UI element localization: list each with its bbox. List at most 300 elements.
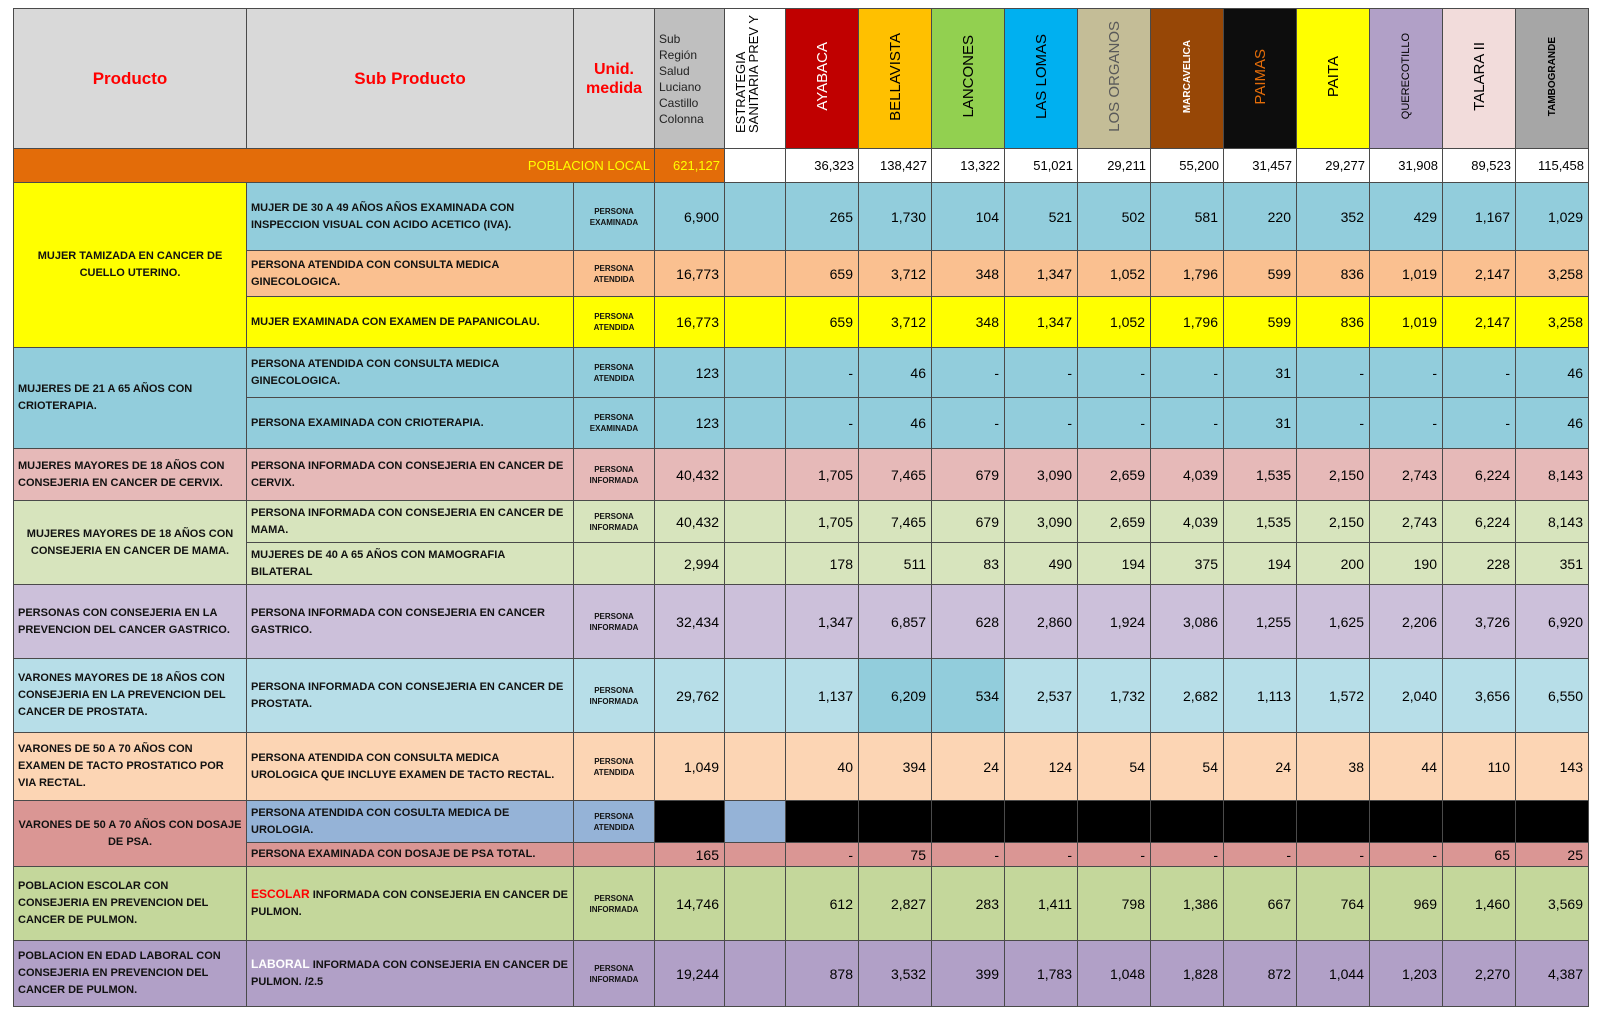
header-sub-producto: Sub Producto (247, 9, 574, 149)
unit-cell: PERSONA ATENDIDA (574, 251, 655, 297)
estrategia-cell (725, 501, 786, 543)
sub-region-line: Castillo (659, 95, 699, 110)
table-row (14, 501, 1589, 543)
district-value: 1,783 (1005, 941, 1078, 1007)
district-value: 3,532 (859, 941, 932, 1007)
sub-producto-cell: PERSONA ATENDIDA CON COSULTA MEDICA DE UROLOGIA. (247, 801, 574, 843)
estrategia-cell (725, 251, 786, 297)
district-value (1151, 801, 1224, 843)
district-header (1297, 9, 1370, 149)
district-value: 124 (1005, 733, 1078, 801)
district-value: 429 (1370, 183, 1443, 251)
district-value: 969 (1370, 867, 1443, 941)
sub-producto-cell (247, 867, 574, 941)
table-row (14, 348, 1589, 398)
unit-cell (574, 543, 655, 585)
district-name: TAMBOGRANDE (1546, 36, 1558, 117)
unit-cell: PERSONA INFORMADA (574, 449, 655, 501)
district-value: 679 (932, 501, 1005, 543)
district-header (1224, 9, 1297, 149)
unit-cell: PERSONA INFORMADA (574, 941, 655, 1007)
district-value: 38 (1297, 733, 1370, 801)
sub-producto-text: INFORMADA CON CONSEJERIA EN CANCER DE PULMON. (251, 889, 568, 918)
district-value (859, 801, 932, 843)
district-value (1224, 801, 1297, 843)
estrategia-cell (725, 585, 786, 659)
district-value: 1,019 (1370, 297, 1443, 348)
district-header (859, 9, 932, 149)
district-value: 283 (932, 867, 1005, 941)
estrategia-cell (725, 543, 786, 585)
district-value: - (1297, 843, 1370, 867)
district-value: 143 (1516, 733, 1589, 801)
unit-cell: PERSONA ATENDIDA (574, 733, 655, 801)
district-value: 220 (1224, 183, 1297, 251)
district-value: 228 (1443, 543, 1516, 585)
table-row (14, 398, 1589, 449)
header-producto: Producto (14, 9, 247, 149)
district-value: 2,147 (1443, 297, 1516, 348)
estrategia-cell (725, 348, 786, 398)
district-value: 1,029 (1516, 183, 1589, 251)
district-value: 2,659 (1078, 501, 1151, 543)
district-value: 194 (1078, 543, 1151, 585)
sub-producto-keyword: ESCOLAR (251, 887, 310, 901)
sub-region-line: Salud (659, 63, 690, 78)
header-unid-medida: Unid. medida (574, 9, 655, 149)
district-name: LANCONES (959, 35, 977, 118)
district-value: 511 (859, 543, 932, 585)
sub-producto-cell: PERSONA INFORMADA CON CONSEJERIA EN CANCER DE PROSTATA. (247, 659, 574, 733)
unit-cell: PERSONA ATENDIDA (574, 348, 655, 398)
table-row (14, 585, 1589, 659)
district-value: 1,460 (1443, 867, 1516, 941)
district-name: LOS ORGANOS (1105, 21, 1123, 132)
poblacion-value: 13,322 (932, 149, 1005, 183)
district-value: 1,019 (1370, 251, 1443, 297)
district-value: - (932, 398, 1005, 449)
district-value: 2,150 (1297, 501, 1370, 543)
unit-cell: PERSONA EXAMINADA (574, 398, 655, 449)
district-name: QUERECOTILLO (1400, 33, 1412, 120)
district-value: 1,705 (786, 501, 859, 543)
table-row (14, 659, 1589, 733)
producto-cell: VARONES MAYORES DE 18 AÑOS CON CONSEJERIA EN LA PREVENCION DEL CANCER DE PROSTATA. (14, 659, 247, 733)
district-value: 1,796 (1151, 297, 1224, 348)
district-value: 352 (1297, 183, 1370, 251)
district-value: 599 (1224, 251, 1297, 297)
district-value: 1,828 (1151, 941, 1224, 1007)
district-value: 599 (1224, 297, 1297, 348)
district-value: 1,255 (1224, 585, 1297, 659)
estrategia-cell (725, 867, 786, 941)
unit-cell: PERSONA INFORMADA (574, 501, 655, 543)
sub-region-line: Sub (659, 31, 681, 46)
header-row (14, 9, 1589, 149)
unit-cell (574, 843, 655, 867)
district-value: - (1078, 348, 1151, 398)
district-value: 667 (1224, 867, 1297, 941)
district-name: PAITA (1324, 55, 1342, 98)
estrategia-cell (725, 733, 786, 801)
district-value: 878 (786, 941, 859, 1007)
district-value: - (932, 843, 1005, 867)
poblacion-label: POBLACION LOCAL (14, 149, 655, 183)
district-value: - (1443, 348, 1516, 398)
district-value: - (1078, 843, 1151, 867)
sub-producto-cell (247, 941, 574, 1007)
district-value: - (1151, 843, 1224, 867)
sub-producto-cell: PERSONA INFORMADA CON CONSEJERIA EN CANCER GASTRICO. (247, 585, 574, 659)
district-value: 75 (859, 843, 932, 867)
district-value: 534 (932, 659, 1005, 733)
district-header (1151, 9, 1224, 149)
district-value: 2,040 (1370, 659, 1443, 733)
district-value: 4,039 (1151, 449, 1224, 501)
district-value: - (786, 348, 859, 398)
district-value: 8,143 (1516, 449, 1589, 501)
district-value: - (1297, 398, 1370, 449)
table-row (14, 867, 1589, 941)
district-value: 872 (1224, 941, 1297, 1007)
district-value: 54 (1151, 733, 1224, 801)
district-value: 1,044 (1297, 941, 1370, 1007)
district-value: 54 (1078, 733, 1151, 801)
district-value: 2,537 (1005, 659, 1078, 733)
district-value: 25 (1516, 843, 1589, 867)
district-value: - (1297, 348, 1370, 398)
district-value: 351 (1516, 543, 1589, 585)
producto-cell: VARONES DE 50 A 70 AÑOS CON EXAMEN DE TACTO PROSTATICO POR VIA RECTAL. (14, 733, 247, 801)
district-value: 2,147 (1443, 251, 1516, 297)
district-value (1297, 801, 1370, 843)
sub-region-total: 16,773 (655, 297, 725, 348)
table-row (14, 183, 1589, 251)
producto-cell: POBLACION EN EDAD LABORAL CON CONSEJERIA EN PREVENCION DEL CANCER DE PULMON. (14, 941, 247, 1007)
sub-region-line: Región (659, 47, 698, 62)
sub-producto-keyword: LABORAL (251, 957, 310, 971)
district-value: 1,386 (1151, 867, 1224, 941)
district-value: 3,258 (1516, 297, 1589, 348)
poblacion-row (14, 149, 1589, 183)
producto-cell: MUJERES DE 21 A 65 AÑOS CON CRIOTERAPIA. (14, 348, 247, 449)
district-value: 194 (1224, 543, 1297, 585)
district-value: 2,743 (1370, 449, 1443, 501)
sub-region-total: 123 (655, 348, 725, 398)
district-value: 4,387 (1516, 941, 1589, 1007)
producto-cell: MUJER TAMIZADA EN CANCER DE CUELLO UTERINO. (14, 183, 247, 348)
district-value: 6,209 (859, 659, 932, 733)
district-value: 200 (1297, 543, 1370, 585)
sub-region-line: Luciano (659, 79, 702, 94)
sub-region-total: 2,994 (655, 543, 725, 585)
district-value: - (1151, 348, 1224, 398)
district-value: 581 (1151, 183, 1224, 251)
sub-producto-cell: PERSONA EXAMINADA CON DOSAJE DE PSA TOTAL. (247, 843, 574, 867)
producto-cell: MUJERES MAYORES DE 18 AÑOS CON CONSEJERIA EN CANCER DE CERVIX. (14, 449, 247, 501)
sub-region-total: 165 (655, 843, 725, 867)
district-value (1516, 801, 1589, 843)
district-value: 490 (1005, 543, 1078, 585)
district-header (1443, 9, 1516, 149)
district-value: 3,086 (1151, 585, 1224, 659)
district-value: 3,712 (859, 297, 932, 348)
sub-region-total (655, 801, 725, 843)
district-value: 612 (786, 867, 859, 941)
sub-region-total: 123 (655, 398, 725, 449)
poblacion-value: 51,021 (1005, 149, 1078, 183)
poblacion-value: 89,523 (1443, 149, 1516, 183)
sub-producto-cell: PERSONA EXAMINADA CON CRIOTERAPIA. (247, 398, 574, 449)
unit-cell: PERSONA ATENDIDA (574, 297, 655, 348)
poblacion-value: 31,908 (1370, 149, 1443, 183)
sub-region-total: 6,900 (655, 183, 725, 251)
sub-producto-cell: MUJER EXAMINADA CON EXAMEN DE PAPANICOLAU. (247, 297, 574, 348)
estrategia-cell (725, 449, 786, 501)
district-value: 3,569 (1516, 867, 1589, 941)
district-value: - (1370, 348, 1443, 398)
district-value: 4,039 (1151, 501, 1224, 543)
district-value (1005, 801, 1078, 843)
district-value: 1,411 (1005, 867, 1078, 941)
sub-region-total: 32,434 (655, 585, 725, 659)
estrategia-cell (725, 941, 786, 1007)
sub-region-line: Colonna (659, 111, 704, 126)
district-value (932, 801, 1005, 843)
estrategia-label: ESTRATEGIA SANITARIA PREV Y (733, 14, 761, 133)
district-value: 1,535 (1224, 449, 1297, 501)
district-value: - (1370, 843, 1443, 867)
sub-producto-cell: PERSONA INFORMADA CON CONSEJERIA EN CANCER DE CERVIX. (247, 449, 574, 501)
district-value: 2,682 (1151, 659, 1224, 733)
poblacion-value: 138,427 (859, 149, 932, 183)
poblacion-total: 621,127 (655, 149, 725, 183)
district-value: - (786, 843, 859, 867)
district-value: 502 (1078, 183, 1151, 251)
sub-region-total: 16,773 (655, 251, 725, 297)
district-value: - (1005, 348, 1078, 398)
district-value: 6,550 (1516, 659, 1589, 733)
table-row (14, 801, 1589, 843)
district-value: 1,203 (1370, 941, 1443, 1007)
district-value: 46 (859, 348, 932, 398)
sub-producto-text: INFORMADA CON CONSEJERIA EN CANCER DE PULMON. /2.5 (251, 959, 568, 988)
district-name: BELLAVISTA (886, 32, 904, 121)
district-value: 1,625 (1297, 585, 1370, 659)
district-value: 8,143 (1516, 501, 1589, 543)
district-value (786, 801, 859, 843)
district-value: 628 (932, 585, 1005, 659)
header-sub-region (655, 9, 725, 149)
district-value: 31 (1224, 348, 1297, 398)
district-value: 1,048 (1078, 941, 1151, 1007)
district-header (932, 9, 1005, 149)
district-value: 764 (1297, 867, 1370, 941)
district-name: AYABACA (813, 42, 831, 111)
district-value: 3,258 (1516, 251, 1589, 297)
sub-region-total: 40,432 (655, 449, 725, 501)
district-value: - (1005, 398, 1078, 449)
district-value: 836 (1297, 297, 1370, 348)
estrategia-cell (725, 659, 786, 733)
district-value: 2,659 (1078, 449, 1151, 501)
district-value: 190 (1370, 543, 1443, 585)
district-value: 1,347 (1005, 251, 1078, 297)
table-row (14, 843, 1589, 867)
district-value: 394 (859, 733, 932, 801)
district-value: 659 (786, 251, 859, 297)
district-value: 2,206 (1370, 585, 1443, 659)
district-value: - (786, 398, 859, 449)
district-value: 3,090 (1005, 501, 1078, 543)
header-estrategia (725, 9, 786, 149)
district-value: 399 (932, 941, 1005, 1007)
district-value: 1,732 (1078, 659, 1151, 733)
district-value: 2,827 (859, 867, 932, 941)
district-value (1078, 801, 1151, 843)
district-value: 1,347 (786, 585, 859, 659)
district-value: - (1224, 843, 1297, 867)
district-value: 1,924 (1078, 585, 1151, 659)
district-value: 44 (1370, 733, 1443, 801)
poblacion-value: 55,200 (1151, 149, 1224, 183)
district-value: 40 (786, 733, 859, 801)
sub-region-total: 19,244 (655, 941, 725, 1007)
district-name: MARCAVELICA (1181, 39, 1193, 114)
district-value: 265 (786, 183, 859, 251)
poblacion-value: 29,277 (1297, 149, 1370, 183)
district-header (1516, 9, 1589, 149)
district-value: 3,726 (1443, 585, 1516, 659)
district-value: 1,705 (786, 449, 859, 501)
district-value: - (1443, 398, 1516, 449)
table-row (14, 543, 1589, 585)
unit-cell: PERSONA ATENDIDA (574, 801, 655, 843)
district-name: TALARA II (1470, 42, 1488, 111)
district-value: 104 (932, 183, 1005, 251)
sub-producto-cell: MUJERES DE 40 A 65 AÑOS CON MAMOGRAFIA BILATERAL (247, 543, 574, 585)
district-value: 46 (1516, 348, 1589, 398)
district-value: - (1370, 398, 1443, 449)
district-value: 2,743 (1370, 501, 1443, 543)
district-value: 24 (932, 733, 1005, 801)
sub-region-total: 29,762 (655, 659, 725, 733)
district-value: 178 (786, 543, 859, 585)
poblacion-value: 36,323 (786, 149, 859, 183)
district-header (1005, 9, 1078, 149)
district-value: 65 (1443, 843, 1516, 867)
sub-region-total: 1,049 (655, 733, 725, 801)
district-value: 1,137 (786, 659, 859, 733)
producto-cell: MUJERES MAYORES DE 18 AÑOS CON CONSEJERIA EN CANCER DE MAMA. (14, 501, 247, 585)
district-value: 46 (1516, 398, 1589, 449)
district-value: 6,224 (1443, 449, 1516, 501)
district-value: 348 (932, 297, 1005, 348)
district-value (1370, 801, 1443, 843)
district-value: 375 (1151, 543, 1224, 585)
district-value: 46 (859, 398, 932, 449)
district-value: 348 (932, 251, 1005, 297)
estrategia-cell (725, 801, 786, 843)
district-value: 24 (1224, 733, 1297, 801)
district-value: 83 (932, 543, 1005, 585)
district-value (1443, 801, 1516, 843)
district-value: 659 (786, 297, 859, 348)
poblacion-estrategia-cell (725, 149, 786, 183)
district-name: LAS LOMAS (1032, 33, 1050, 120)
producto-cell: VARONES DE 50 A 70 AÑOS CON DOSAJE DE PSA. (14, 801, 247, 867)
district-value: 3,712 (859, 251, 932, 297)
district-value: 110 (1443, 733, 1516, 801)
unit-cell: PERSONA INFORMADA (574, 867, 655, 941)
unit-cell: PERSONA EXAMINADA (574, 183, 655, 251)
sub-producto-cell: PERSONA INFORMADA CON CONSEJERIA EN CANCER DE MAMA. (247, 501, 574, 543)
estrategia-cell (725, 843, 786, 867)
poblacion-value: 115,458 (1516, 149, 1589, 183)
sub-producto-cell: PERSONA ATENDIDA CON CONSULTA MEDICA UROLOGICA QUE INCLUYE EXAMEN DE TACTO RECTAL. (247, 733, 574, 801)
district-value: 1,052 (1078, 297, 1151, 348)
district-value: 836 (1297, 251, 1370, 297)
district-value: 2,860 (1005, 585, 1078, 659)
table-row (14, 449, 1589, 501)
sub-producto-cell: PERSONA ATENDIDA CON CONSULTA MEDICA GINECOLOGICA. (247, 348, 574, 398)
sub-producto-cell: MUJER DE 30 A 49 AÑOS AÑOS EXAMINADA CON INSPECCION VISUAL CON ACIDO ACETICO (IVA). (247, 183, 574, 251)
table-row (14, 251, 1589, 297)
producto-cell: POBLACION ESCOLAR CON CONSEJERIA EN PREVENCION DEL CANCER DE PULMON. (14, 867, 247, 941)
district-value: 3,656 (1443, 659, 1516, 733)
unit-cell: PERSONA INFORMADA (574, 659, 655, 733)
poblacion-value: 31,457 (1224, 149, 1297, 183)
producto-cell: PERSONAS CON CONSEJERIA EN LA PREVENCION DEL CANCER GASTRICO. (14, 585, 247, 659)
sub-region-total: 14,746 (655, 867, 725, 941)
district-value: 1,572 (1297, 659, 1370, 733)
estrategia-cell (725, 297, 786, 348)
district-value: 6,224 (1443, 501, 1516, 543)
district-value: - (1151, 398, 1224, 449)
district-value: 1,052 (1078, 251, 1151, 297)
estrategia-cell (725, 398, 786, 449)
district-value: 3,090 (1005, 449, 1078, 501)
district-value: 1,347 (1005, 297, 1078, 348)
district-value: 6,920 (1516, 585, 1589, 659)
district-value: 2,150 (1297, 449, 1370, 501)
sub-region-total: 40,432 (655, 501, 725, 543)
sub-producto-cell: PERSONA ATENDIDA CON CONSULTA MEDICA GINECOLOGICA. (247, 251, 574, 297)
district-value: 7,465 (859, 501, 932, 543)
poblacion-value: 29,211 (1078, 149, 1151, 183)
district-value: - (932, 348, 1005, 398)
district-value: 1,730 (859, 183, 932, 251)
district-value: 31 (1224, 398, 1297, 449)
district-value: 679 (932, 449, 1005, 501)
district-header (1370, 9, 1443, 149)
district-header (1078, 9, 1151, 149)
district-value: 1,535 (1224, 501, 1297, 543)
district-value: 6,857 (859, 585, 932, 659)
district-value: 7,465 (859, 449, 932, 501)
district-value: 2,270 (1443, 941, 1516, 1007)
table-row (14, 733, 1589, 801)
estrategia-cell (725, 183, 786, 251)
district-name: PAIMAS (1251, 48, 1269, 105)
district-value: - (1078, 398, 1151, 449)
district-value: - (1005, 843, 1078, 867)
cancer-prevention-table (13, 8, 1589, 1007)
district-value: 1,113 (1224, 659, 1297, 733)
district-value: 798 (1078, 867, 1151, 941)
unit-cell: PERSONA INFORMADA (574, 585, 655, 659)
table-row (14, 941, 1589, 1007)
